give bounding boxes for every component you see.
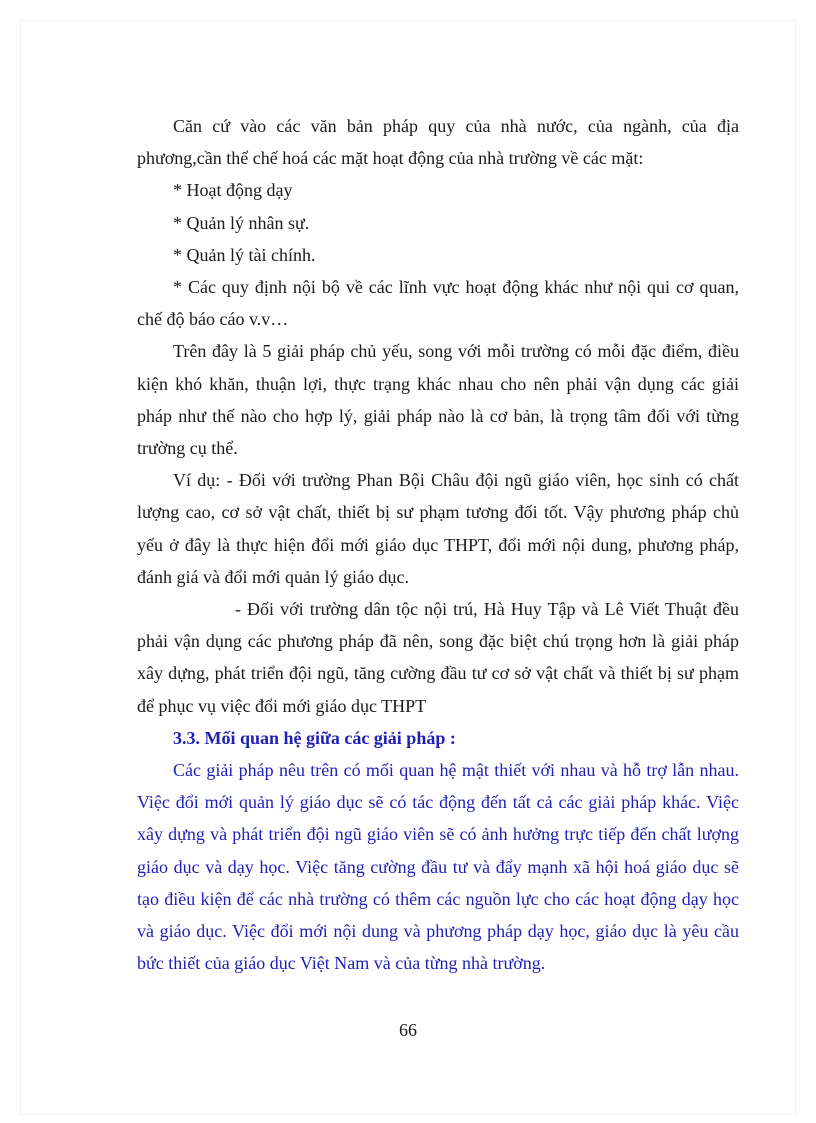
section-heading: 3.3. Mối quan hệ giữa các giải pháp :: [173, 727, 456, 748]
section-body: Các giải pháp nêu trên có mối quan hệ mật thiết với nhau và hỗ trợ lẫn nhau. Việc đổi mới quản lý giáo dục sẽ có tác động đến tất cả các giải pháp khác. Việc xây dựng và phát triển đội ngũ giáo viên sẽ có ảnh hưởng trực tiếp đến chất lượng giáo dục và dạy học. Việc tăng cường đầu tư và đẩy mạnh xã hội hoá giáo dục sẽ tạo điều kiện để các nhà trường có thêm các nguồn lực cho các hoạt động dạy học và giáo dục. Việc đổi mới nội dung và phương pháp dạy học, giáo dục là yêu cầu bức thiết của giáo dục Việt Nam và của từng nhà trường.: [137, 760, 739, 974]
bullet-personnel: * Quản lý nhân sự.: [173, 212, 310, 233]
summary-paragraph: Trên đây là 5 giải pháp chủ yếu, song với mỗi trường có mỗi đặc điểm, điều kiện khó khăn, thuận lợi, thực trạng khác nhau cho nên phải vận dụng các giải pháp như thế nào cho hợp lý, giải pháp nào là cơ bản, là trọng tâm đối với từng trường cụ thể.: [137, 341, 739, 459]
bullet-teaching: * Hoạt động dạy: [173, 180, 293, 201]
example-paragraph-1: Ví dụ: - Đối với trường Phan Bội Châu đội ngũ giáo viên, học sinh có chất lượng cao, cơ sở vật chất, thiết bị sư phạm tương đối tốt. Vậy phương pháp chủ yếu ở đây là thực hiện đổi mới giáo dục THPT, đổi mới nội dung, phương pháp, đánh giá và đổi mới quản lý giáo dục.: [137, 470, 739, 587]
bullet-finance: * Quản lý tài chính.: [173, 244, 316, 265]
document-body: [137, 110, 739, 979]
page-number: 66: [399, 1020, 417, 1040]
example-paragraph-2: - Đối với trường dân tộc nội trú, Hà Huy Tập và Lê Viết Thuật đều phải vận dụng các phương pháp đã nên, song đặc biệt chú trọng hơn là giải pháp xây dựng, phát triển đội ngũ, tăng cường đầu tư cơ sở vật chất và thiết bị sư phạm để phục vụ việc đổi mới giáo dục THPT: [137, 599, 739, 716]
bullet-internal-rules: * Các quy định nội bộ về các lĩnh vực hoạt động khác như nội qui cơ quan, chế độ báo cáo v.v…: [137, 277, 739, 330]
intro-paragraph: Căn cứ vào các văn bản pháp quy của nhà nước, của ngành, của địa phương,cần thể chế hoá các mặt hoạt động của nhà trường về các mặt:: [137, 116, 739, 169]
